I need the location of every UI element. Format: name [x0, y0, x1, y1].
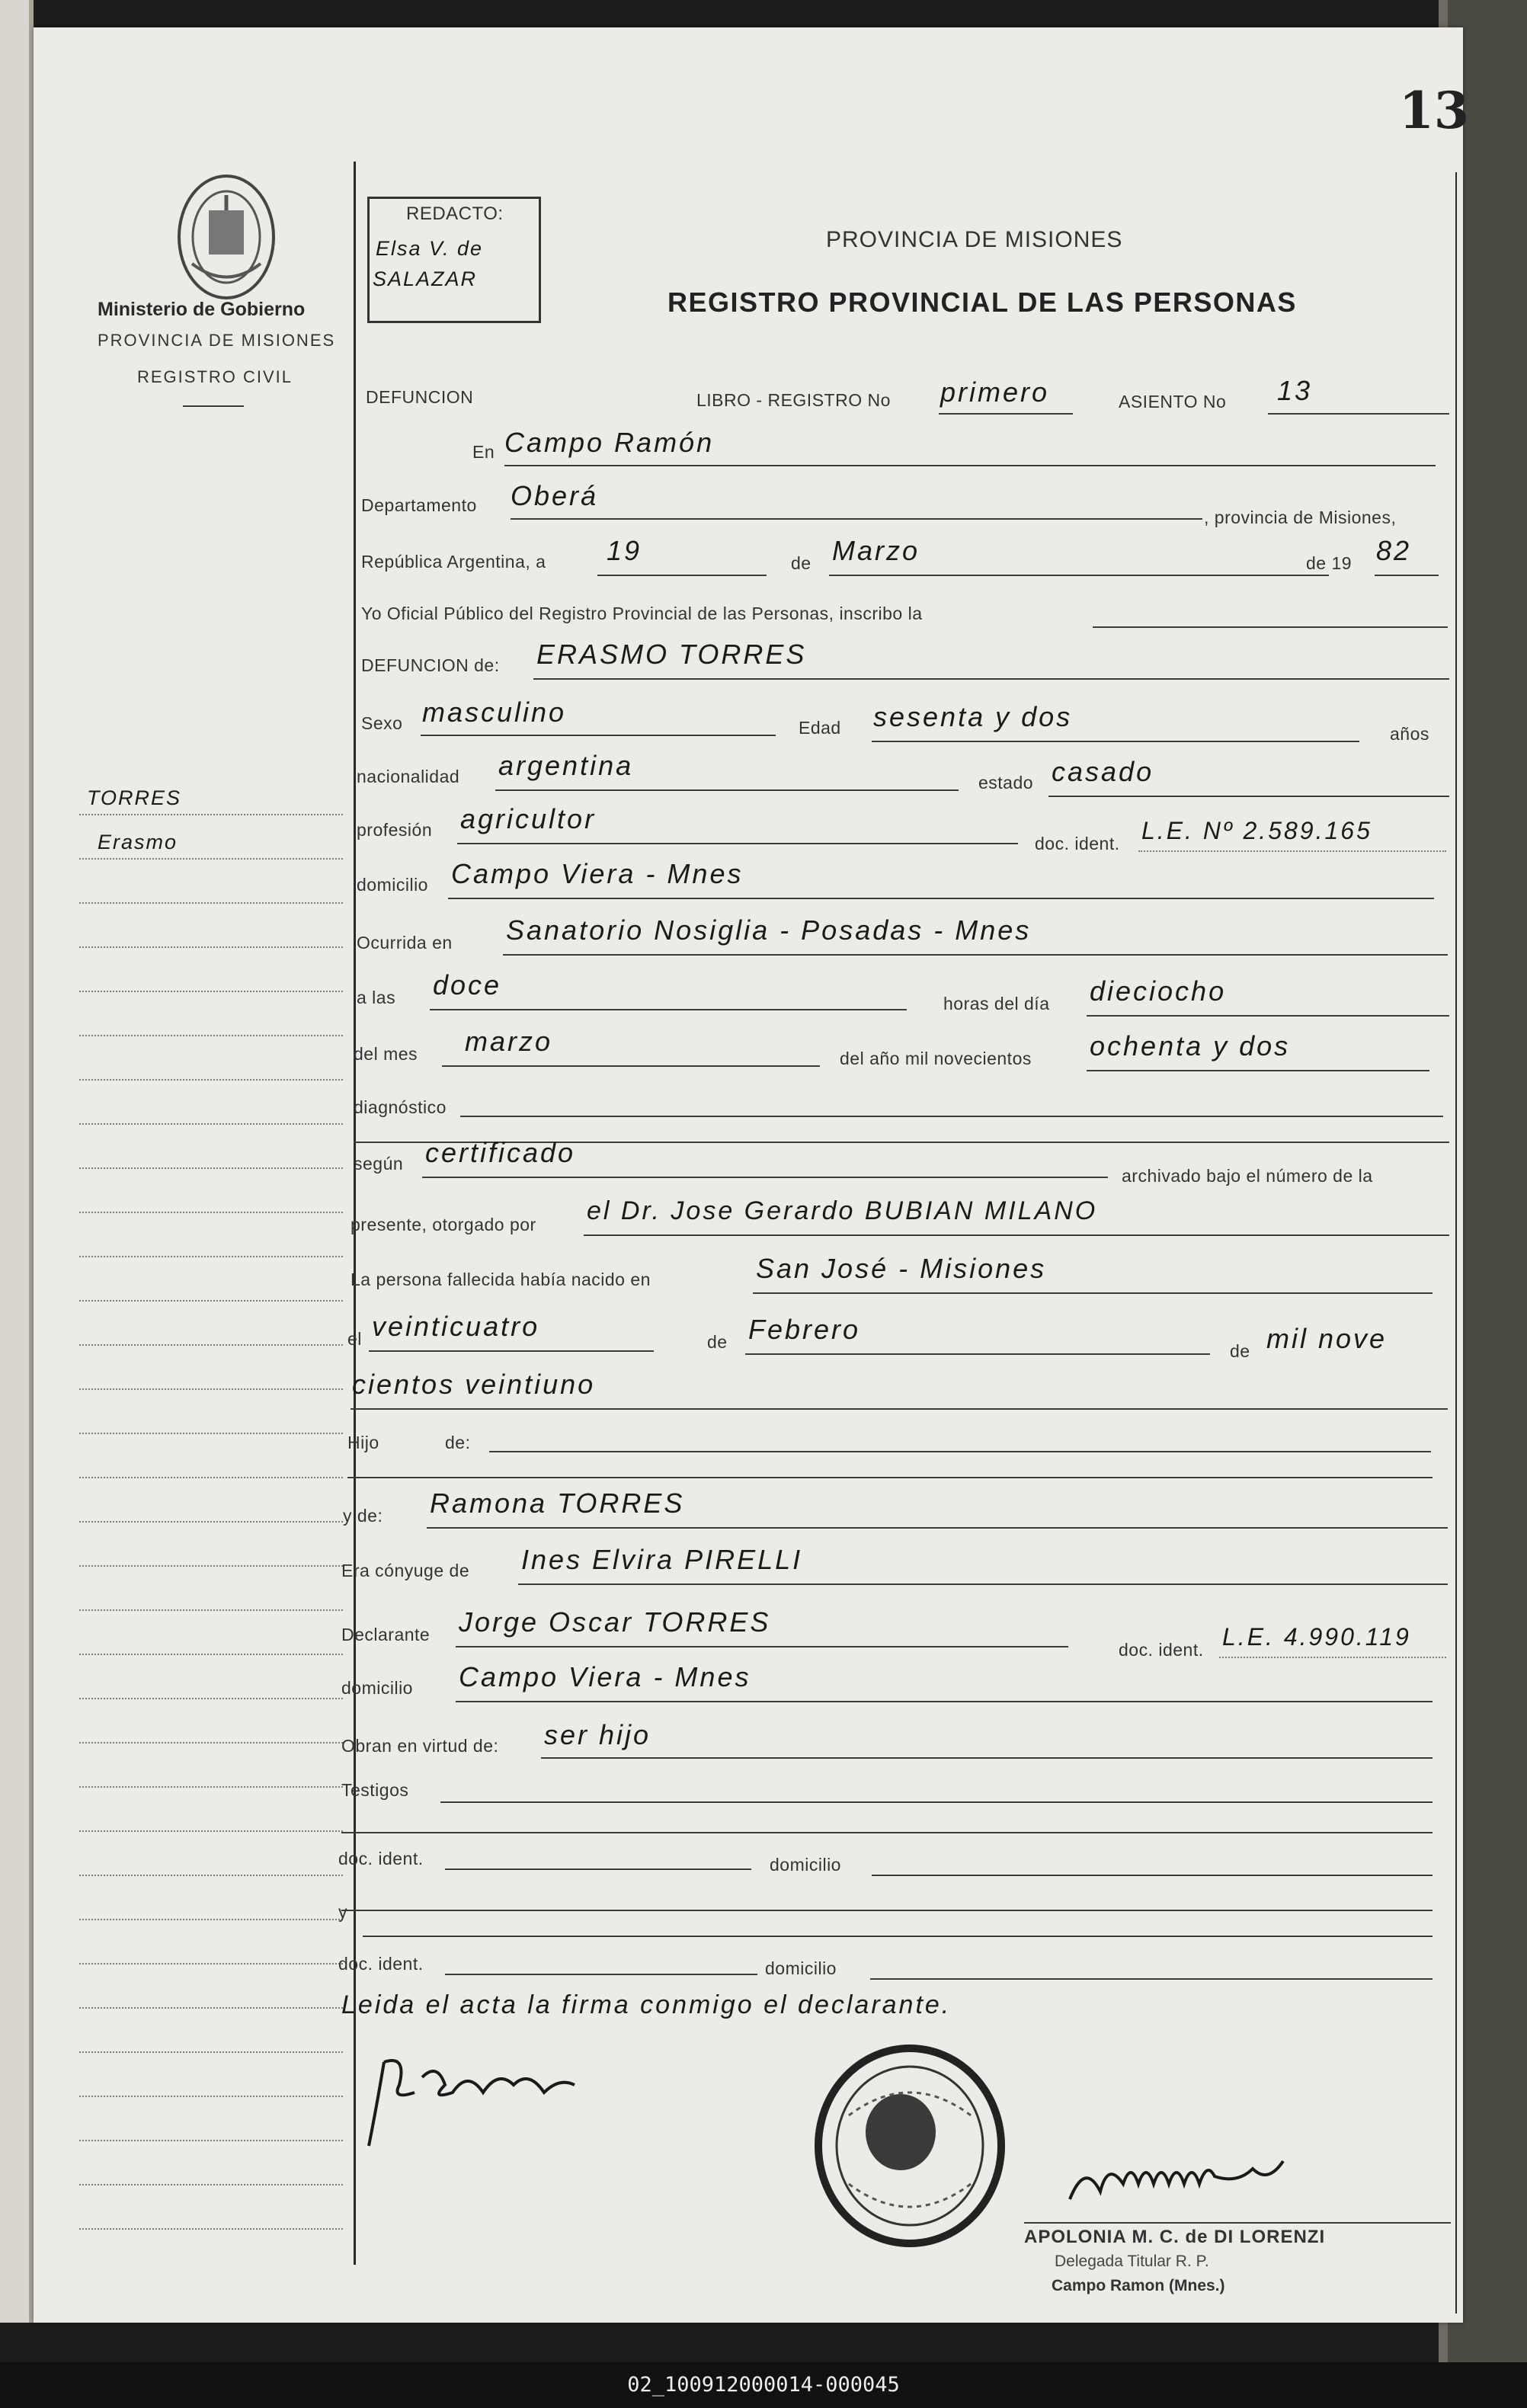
nacido-label: La persona fallecida había nacido en	[351, 1270, 651, 1289]
del-mes-label: del mes	[354, 1044, 418, 1064]
el-line	[369, 1350, 654, 1352]
presente-value: el Dr. Jose Gerardo BUBIAN MILANO	[587, 1196, 1098, 1225]
margin-line	[79, 1963, 343, 1965]
asiento-label: ASIENTO No	[1119, 392, 1227, 411]
ocurrida-line	[503, 954, 1448, 956]
margin-line	[79, 902, 343, 904]
doc-ident-value: L.E. Nº 2.589.165	[1141, 817, 1372, 844]
margin-line	[79, 991, 343, 992]
estado-value: casado	[1052, 756, 1154, 787]
edad-label: Edad	[799, 718, 841, 738]
del-ano-label: del año mil novecientos	[840, 1049, 1032, 1068]
y-de-label: y de:	[343, 1506, 383, 1526]
republica-label: República Argentina, a	[361, 552, 546, 572]
del-ano-line	[1087, 1070, 1429, 1071]
del-ano-value: ochenta y dos	[1090, 1030, 1291, 1062]
de3-label: de	[1230, 1341, 1250, 1361]
margin-rule	[354, 162, 356, 2265]
margin-line	[79, 858, 343, 860]
libro-label: LIBRO - REGISTRO No	[696, 390, 891, 410]
departamento-value: Oberá	[511, 480, 599, 511]
margin-line	[79, 1919, 343, 1920]
redacto-value-line2: SALAZAR	[373, 267, 478, 290]
nacionalidad-label: nacionalidad	[357, 767, 460, 786]
nacido-line	[753, 1292, 1433, 1294]
el-label: el	[347, 1329, 362, 1349]
doc-ident-label: doc. ident.	[1035, 834, 1120, 853]
month-line	[829, 575, 1329, 576]
year-line	[1375, 575, 1439, 576]
ocurrida-value: Sanatorio Nosiglia - Posadas - Mnes	[506, 914, 1032, 946]
margin-line	[79, 1698, 343, 1699]
segun-label: según	[354, 1154, 404, 1174]
horas-line	[1087, 1015, 1449, 1017]
nacionalidad-line	[495, 789, 959, 791]
declarante-value: Jorge Oscar TORRES	[459, 1606, 771, 1638]
testigos-label: Testigos	[341, 1780, 409, 1800]
hijo-label: Hijo	[347, 1433, 379, 1452]
estado-line	[1048, 796, 1449, 797]
profesion-label: profesión	[357, 820, 433, 840]
defuncion-de-value: ERASMO TORRES	[536, 639, 807, 670]
defuncion-de-label: DEFUNCION de:	[361, 655, 500, 675]
departamento-line	[511, 518, 1202, 520]
margin-line	[79, 1035, 343, 1036]
month-value: Marzo	[832, 535, 920, 566]
oficial-line	[1093, 626, 1448, 628]
declarante-dom-value: Campo Viera - Mnes	[459, 1661, 751, 1692]
year-cont-value: cientos veintiuno	[352, 1369, 596, 1400]
defuncion-de-line	[533, 678, 1449, 680]
presente-line	[584, 1234, 1449, 1236]
conyuge-label: Era cónyuge de	[341, 1561, 470, 1580]
domicilio-line	[448, 898, 1434, 899]
official-signature-line	[1024, 2222, 1451, 2224]
a-las-label: a las	[357, 988, 396, 1007]
asiento-line	[1268, 413, 1449, 415]
asiento-value: 13	[1277, 375, 1313, 406]
libro-line	[939, 413, 1073, 415]
right-edge-rule	[1455, 172, 1457, 2314]
del-mes-value: marzo	[465, 1026, 553, 1057]
de2-value: Febrero	[748, 1314, 861, 1345]
month-de-label: de	[791, 553, 812, 573]
header-province: PROVINCIA DE MISIONES	[826, 227, 1123, 252]
margin-line	[79, 1433, 343, 1434]
a-las-value: doce	[433, 969, 502, 1001]
segun-line	[422, 1177, 1108, 1178]
domicilio-1-line	[872, 1875, 1433, 1876]
declarante-doc-label: doc. ident.	[1119, 1640, 1204, 1660]
edad-value: sesenta y dos	[873, 701, 1073, 732]
sexo-label: Sexo	[361, 713, 403, 733]
declarante-doc-line	[1219, 1657, 1446, 1658]
conyuge-line	[518, 1583, 1448, 1585]
domicilio-label: domicilio	[357, 875, 428, 895]
margin-line	[79, 1477, 343, 1478]
declarant-signature	[354, 2039, 597, 2161]
act-type-label: DEFUNCION	[366, 387, 474, 407]
redacto-value-line1: Elsa V. de	[376, 237, 484, 260]
y-de-line	[427, 1527, 1448, 1529]
oficial-text: Yo Oficial Público del Registro Provincial de las Personas, inscribo la	[361, 604, 923, 623]
domicilio-2-label: domicilio	[765, 1958, 837, 1978]
domicilio-2-line	[870, 1978, 1433, 1980]
declarante-dom-line	[456, 1701, 1433, 1702]
a-las-line	[430, 1009, 907, 1010]
el-value: veinticuatro	[372, 1311, 540, 1342]
obran-label: Obran en virtud de:	[341, 1736, 499, 1756]
margin-line	[79, 1830, 343, 1832]
obran-value: ser hijo	[544, 1719, 651, 1750]
testigos-line-2	[341, 1832, 1433, 1833]
declarante-line	[456, 1646, 1068, 1647]
redacto-label: REDACTO:	[406, 203, 504, 224]
doc-ident-2-line	[445, 1974, 757, 1975]
y-de-value: Ramona TORRES	[430, 1487, 685, 1519]
horas-value: dieciocho	[1090, 975, 1227, 1007]
declarante-doc-value: L.E. 4.990.119	[1222, 1623, 1411, 1651]
official-seal-stamp	[803, 2039, 1016, 2253]
margin-line	[79, 1123, 343, 1125]
libro-value: primero	[940, 376, 1050, 408]
horas-label: horas del día	[943, 994, 1050, 1013]
day-line	[597, 575, 767, 576]
margin-line	[79, 1786, 343, 1788]
margin-line	[79, 2007, 343, 2009]
hijo-line-1	[489, 1451, 1431, 1452]
day-value: 19	[607, 535, 642, 566]
declarante-label: Declarante	[341, 1625, 431, 1644]
provincia-text: , provincia de Misiones,	[1204, 508, 1397, 527]
margin-line	[79, 1079, 343, 1081]
closing-statement: Leida el acta la firma conmigo el declarante.	[341, 1990, 952, 2019]
margin-line	[79, 1300, 343, 1302]
margin-line	[79, 1875, 343, 1876]
en-value: Campo Ramón	[504, 427, 715, 458]
edad-line	[872, 741, 1359, 742]
profesion-line	[457, 843, 1018, 844]
margin-given-name: Erasmo	[98, 831, 178, 853]
presente-label: presente, otorgado por	[351, 1215, 536, 1234]
diagnostico-line-1	[460, 1116, 1443, 1117]
de3-value: mil nove	[1266, 1323, 1388, 1354]
margin-line	[79, 2140, 343, 2141]
y-line	[363, 1936, 1433, 1937]
margin-line	[79, 1388, 343, 1390]
del-mes-line	[442, 1065, 820, 1067]
declarante-dom-label: domicilio	[341, 1678, 413, 1698]
doc-ident-1-line	[445, 1868, 751, 1870]
anos-label: años	[1390, 724, 1429, 744]
ocurrida-label: Ocurrida en	[357, 933, 453, 953]
de2-line	[745, 1353, 1210, 1355]
diagnostico-label: diagnóstico	[354, 1097, 447, 1117]
image-caption: 02_100912000014-000045	[0, 2362, 1527, 2408]
year-cont-line	[351, 1408, 1448, 1410]
sexo-value: masculino	[422, 696, 567, 728]
margin-line	[79, 1344, 343, 1346]
book-binding-left	[0, 0, 34, 2323]
margin-line	[79, 2228, 343, 2230]
en-label: En	[472, 442, 495, 462]
estado-label: estado	[978, 773, 1034, 793]
margin-line	[79, 2051, 343, 2053]
margin-line	[79, 1742, 343, 1744]
y-label: y	[338, 1902, 347, 1922]
departamento-label: Departamento	[361, 495, 477, 515]
domicilio-1-label: domicilio	[770, 1855, 841, 1875]
ministry-divider	[183, 405, 244, 407]
hijo-de-label: de:	[445, 1433, 471, 1452]
doc-ident-2-label: doc. ident.	[338, 1954, 424, 1974]
ministry-seal-icon	[169, 165, 283, 317]
doc-ident-1-label: doc. ident.	[338, 1849, 424, 1868]
margin-line	[79, 2184, 343, 2185]
domicilio-value: Campo Viera - Mnes	[451, 858, 744, 889]
margin-line	[79, 2096, 343, 2097]
conyuge-value: Ines Elvira PIRELLI	[521, 1544, 803, 1575]
ministry-name: Ministerio de Gobierno	[98, 299, 306, 320]
segun-value: certificado	[425, 1137, 576, 1168]
register-page	[34, 27, 1469, 2323]
margin-line	[79, 1521, 343, 1523]
doc-ident-line	[1138, 850, 1446, 852]
margin-line	[79, 1609, 343, 1611]
nacionalidad-value: argentina	[498, 750, 634, 781]
en-line	[504, 465, 1436, 466]
testigos-line-1	[440, 1801, 1433, 1803]
ministry-province: PROVINCIA DE MISIONES	[98, 331, 336, 350]
year-value: 82	[1376, 535, 1412, 566]
redacto-box	[367, 197, 541, 323]
archivado-text: archivado bajo el número de la	[1122, 1166, 1373, 1186]
official-title: Delegada Titular R. P.	[1055, 2253, 1209, 2270]
obran-line	[541, 1757, 1433, 1759]
de2-label: de	[707, 1332, 728, 1352]
ministry-registro-civil: REGISTRO CIVIL	[137, 367, 293, 386]
official-place: Campo Ramon (Mnes.)	[1052, 2277, 1225, 2294]
margin-line	[79, 1256, 343, 1257]
profesion-value: agricultor	[460, 803, 597, 834]
testigos-line-3	[341, 1910, 1433, 1911]
margin-line	[79, 1212, 343, 1213]
official-signature	[1055, 2131, 1329, 2222]
margin-line	[79, 946, 343, 948]
page-number: 13	[1399, 81, 1469, 140]
margin-line	[79, 1167, 343, 1169]
margin-surname: TORRES	[87, 786, 182, 809]
official-name: APOLONIA M. C. de DI LORENZI	[1024, 2227, 1326, 2247]
sexo-line	[421, 735, 776, 736]
year-prefix: de 19	[1306, 553, 1353, 573]
margin-line	[79, 814, 343, 815]
margin-line	[79, 1654, 343, 1655]
margin-line	[79, 1565, 343, 1567]
header-registry-title: REGISTRO PROVINCIAL DE LAS PERSONAS	[667, 287, 1297, 318]
nacido-value: San José - Misiones	[756, 1253, 1047, 1284]
hijo-line-2	[347, 1477, 1433, 1478]
